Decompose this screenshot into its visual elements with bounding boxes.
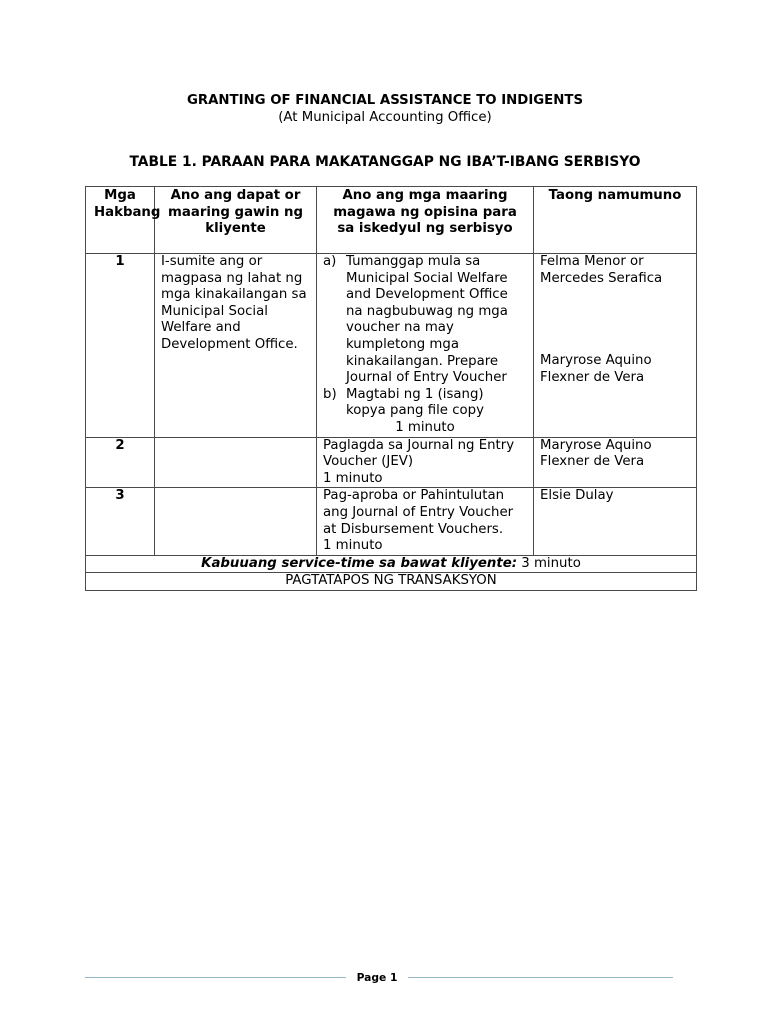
document-subtitle: (At Municipal Accounting Office): [278, 110, 492, 125]
header-person-in-charge: Taong namumuno: [534, 187, 697, 254]
office-action-item: [323, 387, 527, 420]
table-row: [86, 254, 697, 438]
page-footer: [85, 969, 673, 987]
document-title: GRANTING OF FINANCIAL ASSISTANCE TO INDIGENTS: [186, 93, 584, 108]
person-primary: Felma Menor or Mercedes Serafica: [540, 254, 663, 286]
footer-rule-left: [85, 977, 346, 978]
office-time: 1 minuto: [323, 470, 383, 486]
client-action: I-sumite ang or magpasa ng lahat ng mga kinakailangan sa Municipal Social Welfare and Development Office.: [155, 254, 317, 438]
item-text: Magtabi ng 1 (isang) kopya pang file copy: [346, 386, 484, 419]
service-steps-table: [85, 186, 697, 591]
header-client-action: Ano ang dapat or maaring gawin ng kliyente: [155, 187, 317, 254]
person-in-charge: [534, 254, 697, 438]
office-action-text: Pag-aproba or Pahintulutan ang Journal of Entry Voucher at Disbursement Vouchers.: [323, 488, 514, 537]
step-number: 1: [86, 254, 155, 438]
person-in-charge: Maryrose Aquino Flexner de Vera: [534, 437, 697, 488]
header-step: Mga Hakbang: [86, 187, 155, 254]
client-action: [155, 488, 317, 555]
office-time: 1 minuto: [323, 538, 383, 554]
total-value: 3 minuto: [521, 555, 581, 571]
person-secondary: Maryrose Aquino Flexner de Vera: [540, 353, 652, 385]
item-text: Tumanggap mula sa Municipal Social Welfare and Development Office na nagbubuwag ng mga voucher na may kumpletong mga kinakailangan. Prepare Journal of Entry Voucher: [346, 254, 508, 386]
person-in-charge: Elsie Dulay: [534, 488, 697, 555]
item-marker: b): [323, 386, 337, 402]
table-row: [86, 437, 697, 488]
table-title: TABLE 1. PARAAN PARA MAKATANGGAP NG IBA’T-IBANG SERBISYO: [129, 154, 641, 170]
footer-rule-right: [408, 977, 673, 978]
office-action-text: Paglagda sa Journal ng Entry Voucher (JEV): [323, 437, 515, 470]
office-action: [317, 437, 534, 488]
office-action: [317, 254, 534, 438]
item-marker: a): [323, 254, 337, 269]
end-row: [86, 573, 697, 591]
step-number: 3: [86, 488, 155, 555]
page-number: Page 1: [356, 971, 398, 984]
total-row: [86, 555, 697, 573]
table-row: [86, 488, 697, 555]
total-label: Kabuuang service-time sa bawat kliyente:: [201, 555, 518, 571]
transaction-end: PAGTATAPOS NG TRANSAKSYON: [86, 573, 697, 591]
office-action: [317, 488, 534, 555]
step-number: 2: [86, 437, 155, 488]
table-header-row: [86, 187, 697, 254]
office-action-item: [323, 254, 527, 387]
total-service-time: [86, 555, 697, 573]
header-office-action: Ano ang mga maaring magawa ng opisina para sa iskedyul ng serbisyo: [317, 187, 534, 254]
client-action: [155, 437, 317, 488]
office-time: 1 minuto: [395, 419, 455, 435]
